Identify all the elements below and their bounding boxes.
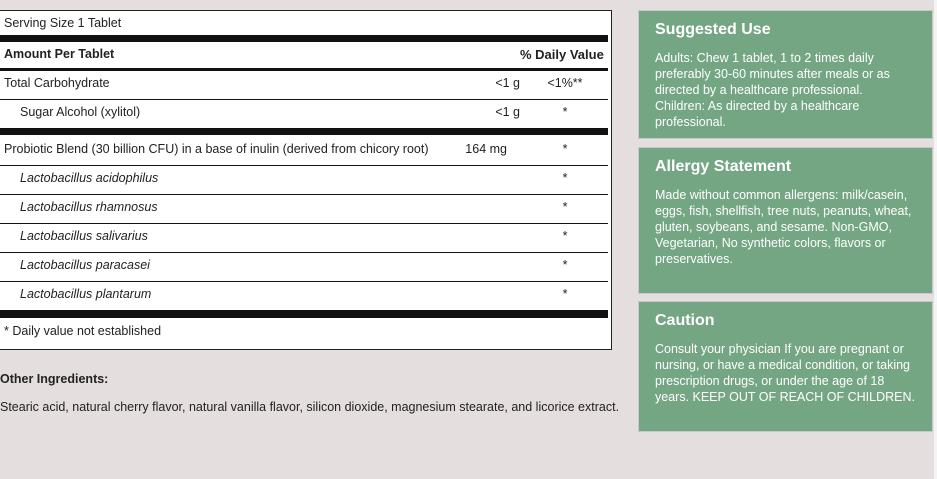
ingredient-dv: * xyxy=(562,171,568,185)
divider xyxy=(0,194,608,195)
ingredient-dv: * xyxy=(562,287,568,301)
divider-thick xyxy=(0,128,608,135)
ingredient-name: Probiotic Blend (30 billion CFU) in a base of inulin (derived from chicory root) xyxy=(4,142,429,156)
divider-thick xyxy=(0,310,608,318)
suggested-use-title: Suggested Use xyxy=(655,21,771,38)
divider xyxy=(0,99,608,100)
other-ingredients-title: Other Ingredients: xyxy=(0,372,109,386)
divider xyxy=(0,281,608,282)
ingredient-dv: * xyxy=(562,258,568,272)
ingredient-name: Sugar Alcohol (xylitol) xyxy=(20,105,141,119)
allergy-statement-text: Made without common allergens: milk/casein, eggs, fish, shellfish, tree nuts, peanuts, wheat, gluten, soybeans, and sesame. Non-GMO, Vegetarian, No synthetic colors, flavors or preservatives. xyxy=(655,188,912,266)
divider-medium xyxy=(0,68,608,71)
ingredient-name: Lactobacillus plantarum xyxy=(20,287,152,301)
caution-title: Caution xyxy=(655,312,715,329)
ingredient-dv: <1%** xyxy=(547,76,583,90)
ingredient-dv: * xyxy=(562,200,568,214)
supplement-facts-panel xyxy=(0,10,612,350)
footnote: * Daily value not established xyxy=(4,324,162,338)
ingredient-name: Lactobacillus salivarius xyxy=(20,229,148,243)
ingredient-dv: * xyxy=(562,105,568,119)
ingredient-amount: 164 mg xyxy=(465,142,507,156)
header-amount: Amount Per Tablet xyxy=(4,47,115,61)
ingredient-name: Lactobacillus acidophilus xyxy=(20,171,159,185)
header-dv: % Daily Value xyxy=(520,47,604,62)
ingredient-amount: <1 g xyxy=(495,76,520,90)
divider-thick xyxy=(0,35,608,42)
suggested-use-text: Adults: Chew 1 tablet, 1 to 2 times daily preferably 30-60 minutes after meals or as directed by a healthcare professional. Children: As directed by a healthcare professional. xyxy=(655,51,890,129)
allergy-statement-card xyxy=(638,147,933,294)
divider xyxy=(0,252,608,253)
other-ingredients-text: Stearic acid, natural cherry flavor, natural vanilla flavor, silicon dioxide, magnesium stearate, and licorice extract. xyxy=(0,400,620,414)
caution-card xyxy=(638,301,933,432)
ingredient-name: Lactobacillus rhamnosus xyxy=(20,200,158,214)
ingredient-amount: <1 g xyxy=(495,105,520,119)
suggested-use-card xyxy=(638,10,933,139)
ingredient-dv: * xyxy=(562,142,568,156)
caution-text: Consult your physician If you are pregnant or nursing, or have a medical condition, or taking prescription drugs, or under the age of 18 years. KEEP OUT OF REACH OF CHILDREN. xyxy=(655,342,916,404)
divider xyxy=(0,223,608,224)
serving-size: Serving Size 1 Tablet xyxy=(4,16,122,30)
ingredient-name: Total Carbohydrate xyxy=(4,76,110,90)
divider xyxy=(0,165,608,166)
ingredient-dv: * xyxy=(562,229,568,243)
allergy-statement-title: Allergy Statement xyxy=(655,158,792,175)
ingredient-name: Lactobacillus paracasei xyxy=(20,258,150,272)
